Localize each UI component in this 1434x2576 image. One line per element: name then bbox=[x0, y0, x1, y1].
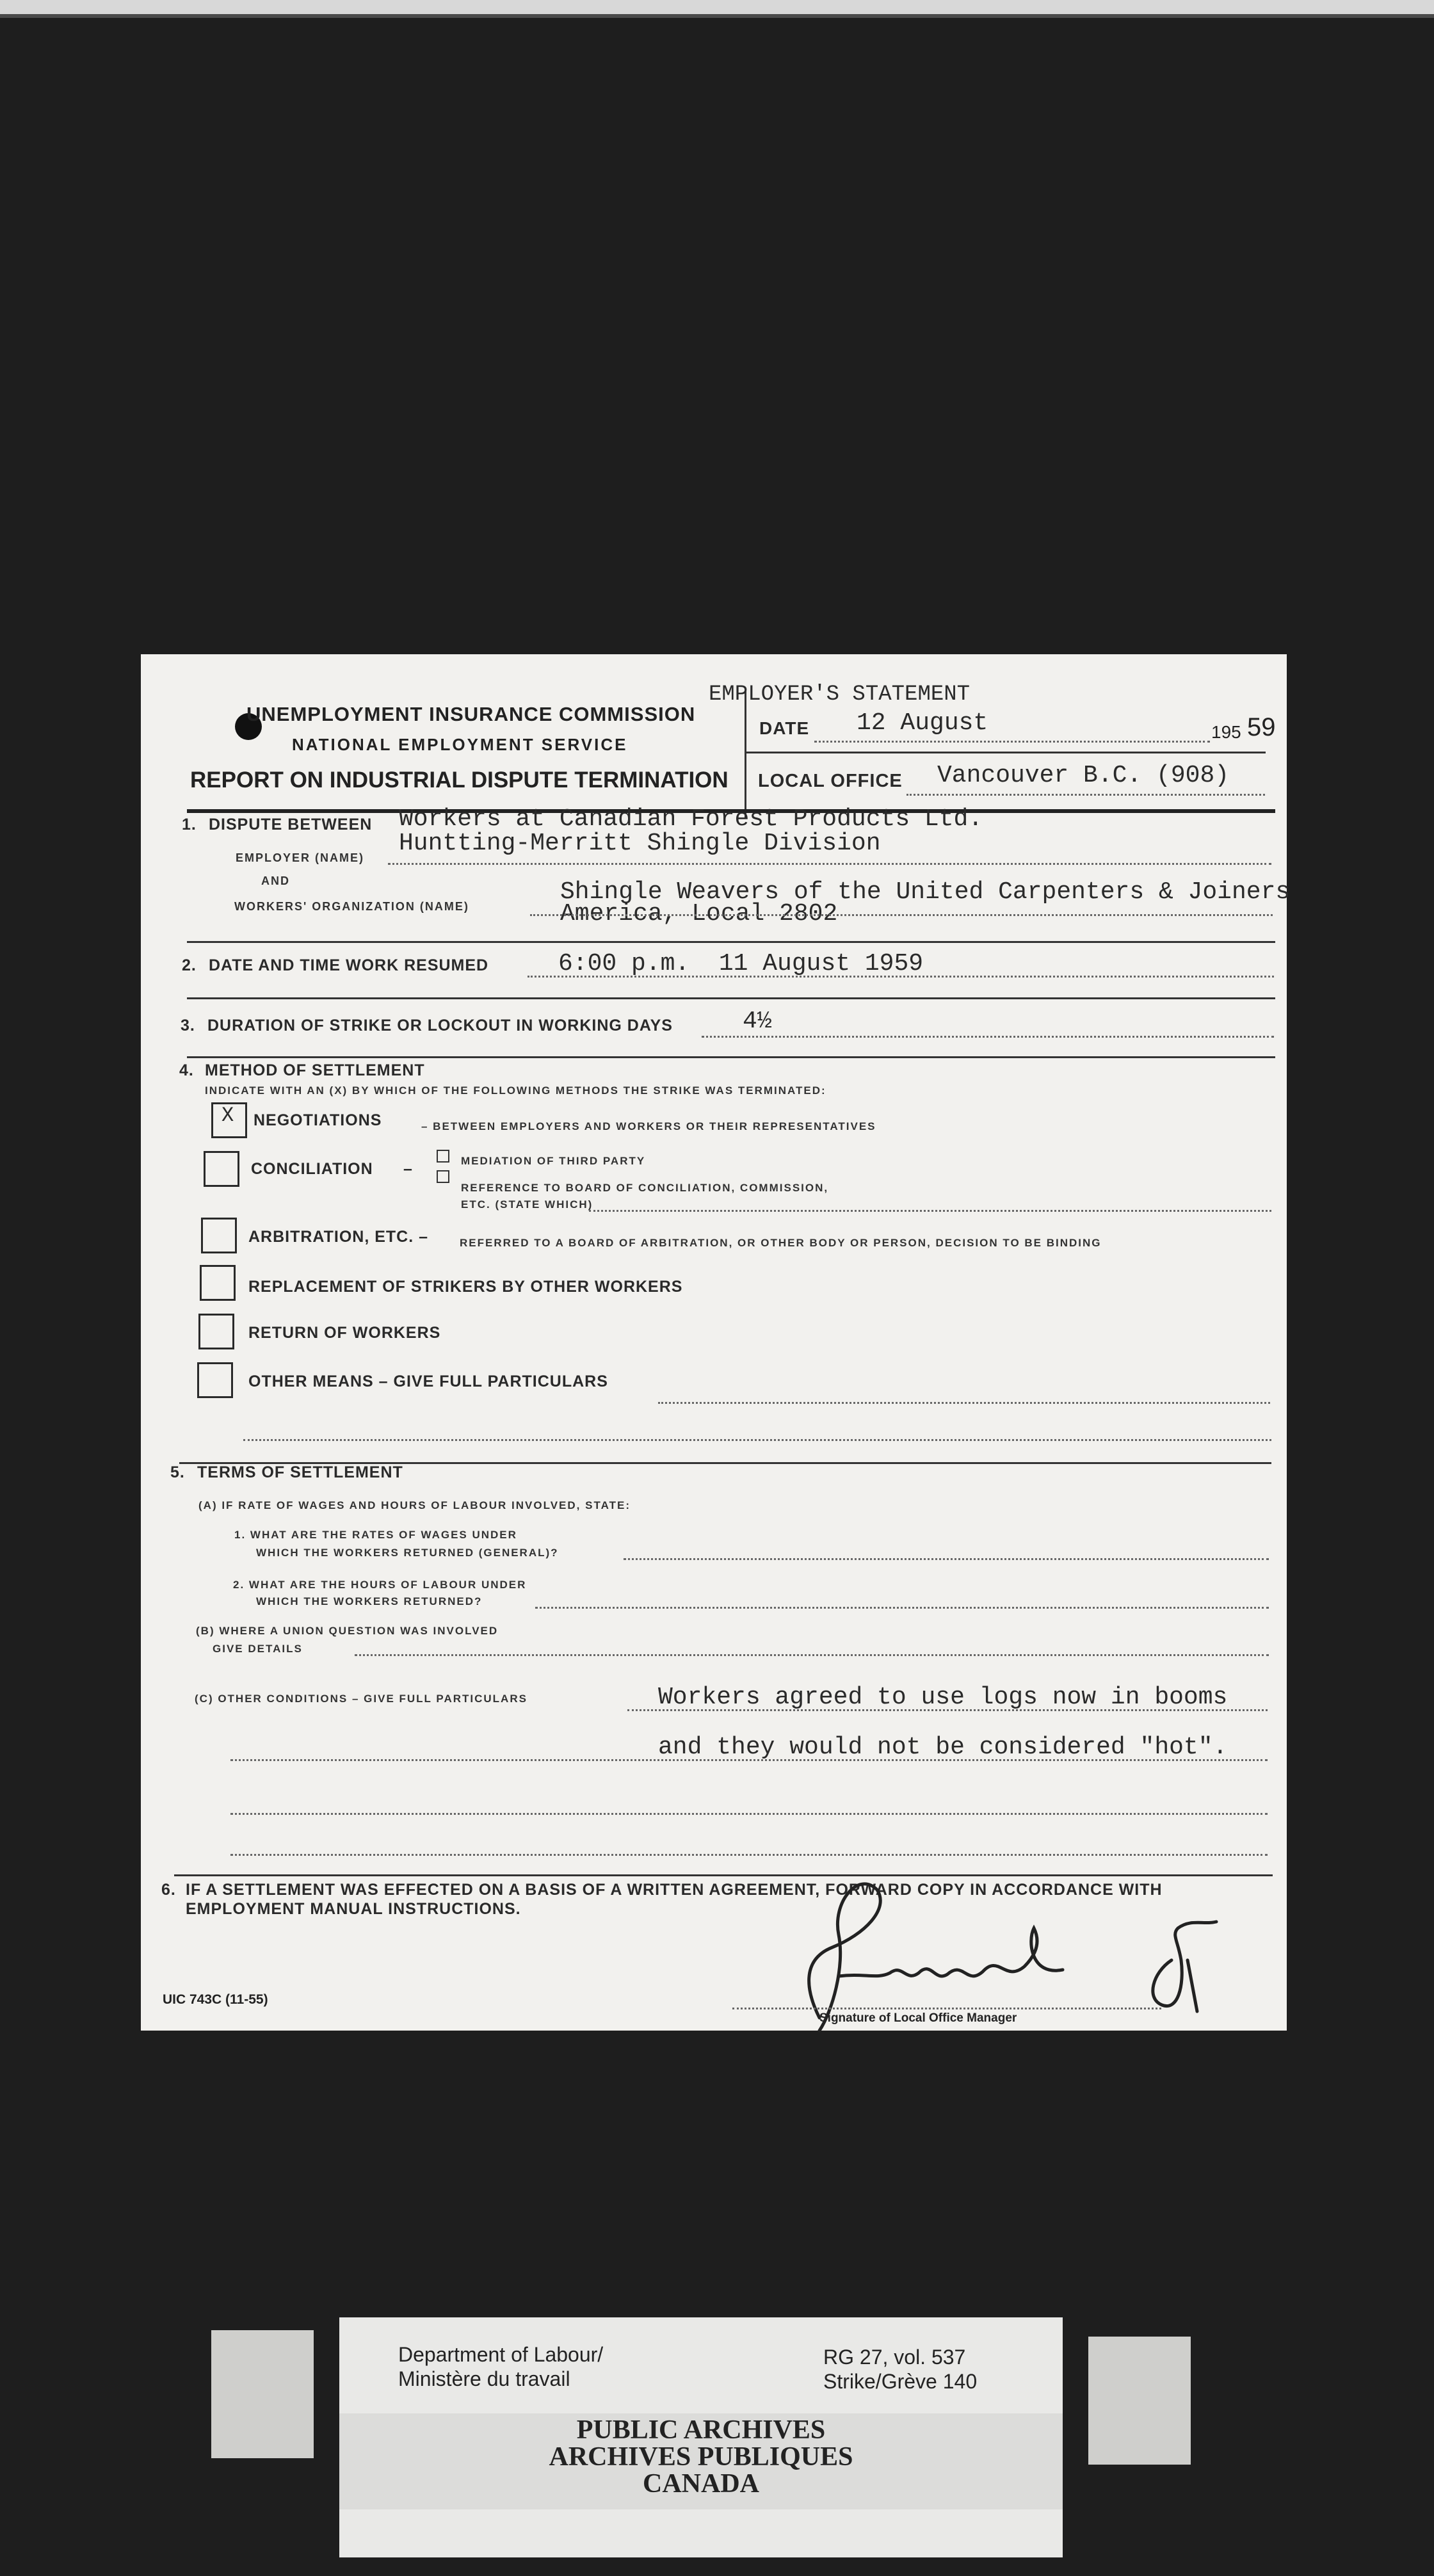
s3-line bbox=[702, 1036, 1274, 1038]
s2-number: 2. bbox=[182, 956, 197, 974]
conciliation-label: CONCILIATION bbox=[251, 1160, 373, 1178]
mediation-checkbox[interactable] bbox=[437, 1150, 449, 1163]
s5-a2-line bbox=[535, 1607, 1269, 1609]
s1-number: 1. bbox=[182, 816, 197, 833]
other-means-line2 bbox=[243, 1439, 1271, 1441]
workers-org-line1: Shingle Weavers of the United Carpenters & Joiners bbox=[560, 878, 1291, 906]
workers-org-line bbox=[530, 914, 1273, 916]
s5-a1-line1: 1. WHAT ARE THE RATES OF WAGES UNDER bbox=[234, 1529, 517, 1541]
s5-label: TERMS OF SETTLEMENT bbox=[197, 1463, 403, 1481]
signature-line bbox=[732, 2008, 1161, 2009]
other-conditions-value1: Workers agreed to use logs now in booms bbox=[658, 1684, 1228, 1711]
s5-a2-line1: 2. WHAT ARE THE HOURS OF LABOUR UNDER bbox=[233, 1579, 527, 1591]
employer-name-line2: Huntting-Merritt Shingle Division bbox=[399, 830, 881, 857]
other-means-label: OTHER MEANS – GIVE FULL PARTICULARS bbox=[248, 1373, 608, 1390]
s5-c: (C) OTHER CONDITIONS – GIVE FULL PARTICULARS bbox=[195, 1693, 528, 1705]
local-office-line bbox=[906, 794, 1265, 796]
tape-left bbox=[211, 2330, 314, 2458]
dispute-termination-form bbox=[141, 654, 1291, 2031]
return-label: RETURN OF WORKERS bbox=[248, 1324, 441, 1342]
header-divider bbox=[745, 690, 746, 818]
workers-org-line2: America, Local 2802 bbox=[560, 900, 838, 928]
s5-b-line2: GIVE DETAILS bbox=[213, 1643, 303, 1655]
s5-c-line4 bbox=[230, 1854, 1268, 1856]
s6-line2: EMPLOYMENT MANUAL INSTRUCTIONS. bbox=[186, 1900, 521, 1918]
replacement-label: REPLACEMENT OF STRIKERS BY OTHER WORKERS bbox=[248, 1278, 683, 1296]
archives-line1: PUBLIC ARCHIVES bbox=[576, 2415, 826, 2445]
s1-bottom-rule bbox=[187, 941, 1275, 943]
negotiations-desc: – BETWEEN EMPLOYERS AND WORKERS OR THEIR REPRESENTATIVES bbox=[421, 1120, 876, 1132]
year-suffix: 59 bbox=[1247, 713, 1276, 741]
negotiations-label: NEGOTIATIONS bbox=[254, 1111, 382, 1129]
other-conditions-value2: and they would not be considered "hot". bbox=[658, 1734, 1228, 1761]
arbitration-desc: REFERRED TO A BOARD OF ARBITRATION, OR OTHER BODY OR PERSON, DECISION TO BE BINDING bbox=[460, 1237, 1102, 1249]
mediation-label: MEDIATION OF THIRD PARTY bbox=[461, 1155, 646, 1167]
s5-c-line1 bbox=[627, 1709, 1268, 1711]
s4-instruction: INDICATE WITH AN (X) BY WHICH OF THE FOLLOWING METHODS THE STRIKE WAS TERMINATED: bbox=[205, 1084, 826, 1097]
reference-label: REFERENCE TO BOARD OF CONCILIATION, COMMISSION, bbox=[461, 1182, 829, 1194]
s1-label: DISPUTE BETWEEN bbox=[209, 816, 373, 833]
s5-a1-line2: WHICH THE WORKERS RETURNED (GENERAL)? bbox=[256, 1547, 559, 1559]
date-line bbox=[814, 741, 1210, 743]
conciliation-checkbox[interactable] bbox=[204, 1151, 239, 1187]
s5-b-line1: (B) WHERE A UNION QUESTION WAS INVOLVED bbox=[196, 1625, 499, 1637]
work-resumed-value: 6:00 p.m. 11 August 1959 bbox=[558, 950, 924, 978]
date-value: 12 August bbox=[857, 709, 988, 737]
arbitration-checkbox[interactable] bbox=[201, 1218, 237, 1253]
employer-line bbox=[388, 863, 1271, 865]
negotiations-mark: X bbox=[222, 1104, 234, 1127]
commission-name: UNEMPLOYMENT INSURANCE COMMISSION bbox=[246, 703, 696, 725]
dept-en: Department of Labour/ bbox=[398, 2343, 604, 2366]
etc-state-line bbox=[589, 1210, 1271, 1212]
s4-number: 4. bbox=[179, 1061, 194, 1079]
s5-a: (A) IF RATE OF WAGES AND HOURS OF LABOUR INVOLVED, STATE: bbox=[198, 1499, 631, 1511]
employer-name-line1: Workers at Canadian Forest Products Ltd. bbox=[399, 805, 983, 833]
s5-a1-line bbox=[624, 1558, 1269, 1560]
local-office-label: LOCAL OFFICE bbox=[758, 771, 903, 791]
local-office-value: Vancouver B.C. (908) bbox=[937, 762, 1230, 789]
date-label: DATE bbox=[759, 718, 810, 738]
s5-c-line3 bbox=[230, 1813, 1268, 1815]
s6-number: 6. bbox=[161, 1881, 176, 1899]
s2-label: DATE AND TIME WORK RESUMED bbox=[209, 956, 489, 974]
header-rule-mid bbox=[745, 752, 1266, 753]
s3-number: 3. bbox=[181, 1017, 195, 1034]
service-name: NATIONAL EMPLOYMENT SERVICE bbox=[292, 735, 628, 754]
s2-bottom-rule bbox=[187, 997, 1275, 999]
other-means-line1 bbox=[658, 1402, 1270, 1404]
s3-bottom-rule bbox=[187, 1056, 1275, 1058]
s6-line1: IF A SETTLEMENT WAS EFFECTED ON A BASIS OF A WRITTEN AGREEMENT, FORWARD COPY IN ACCORDANCE WITH bbox=[186, 1881, 1163, 1899]
employer-name-label: EMPLOYER (NAME) bbox=[236, 851, 364, 864]
replacement-checkbox[interactable] bbox=[200, 1265, 236, 1301]
signature-label: Signature of Local Office Manager bbox=[819, 2011, 1017, 2025]
reference-checkbox[interactable] bbox=[437, 1170, 449, 1183]
and-label: AND bbox=[261, 874, 290, 887]
s5-a2-line2: WHICH THE WORKERS RETURNED? bbox=[256, 1595, 483, 1607]
film-top-edge bbox=[0, 0, 1434, 18]
archives-line3: CANADA bbox=[643, 2469, 759, 2499]
s5-c-line2 bbox=[230, 1759, 1268, 1761]
s3-label: DURATION OF STRIKE OR LOCKOUT IN WORKING DAYS bbox=[207, 1017, 673, 1034]
s5-number: 5. bbox=[170, 1463, 185, 1481]
report-title: REPORT ON INDUSTRIAL DISPUTE TERMINATION bbox=[190, 768, 729, 793]
year-prefix: 195 bbox=[1211, 722, 1241, 742]
dept-fr: Ministère du travail bbox=[398, 2367, 570, 2390]
manager-signature bbox=[794, 1864, 1255, 2056]
etc-state-label: ETC. (STATE WHICH) bbox=[461, 1198, 593, 1211]
archive-strike: Strike/Grève 140 bbox=[823, 2370, 978, 2393]
archive-ref: RG 27, vol. 537 bbox=[823, 2346, 966, 2369]
archives-line2: ARCHIVES PUBLIQUES bbox=[549, 2442, 853, 2472]
s5-b-line bbox=[355, 1654, 1269, 1656]
return-checkbox[interactable] bbox=[198, 1314, 234, 1349]
form-code: UIC 743C (11-55) bbox=[163, 1992, 268, 2007]
statement-title: EMPLOYER'S STATEMENT bbox=[709, 682, 971, 707]
archive-label bbox=[339, 2317, 1063, 2557]
tape-right bbox=[1088, 2337, 1191, 2465]
conciliation-dash: – bbox=[403, 1160, 413, 1178]
arbitration-label: ARBITRATION, ETC. – bbox=[248, 1228, 429, 1246]
s4-label: METHOD OF SETTLEMENT bbox=[205, 1061, 425, 1079]
duration-value: 4½ bbox=[743, 1008, 772, 1035]
s2-line bbox=[528, 976, 1274, 978]
workers-org-label: WORKERS' ORGANIZATION (NAME) bbox=[234, 900, 469, 913]
other-means-checkbox[interactable] bbox=[197, 1362, 233, 1398]
